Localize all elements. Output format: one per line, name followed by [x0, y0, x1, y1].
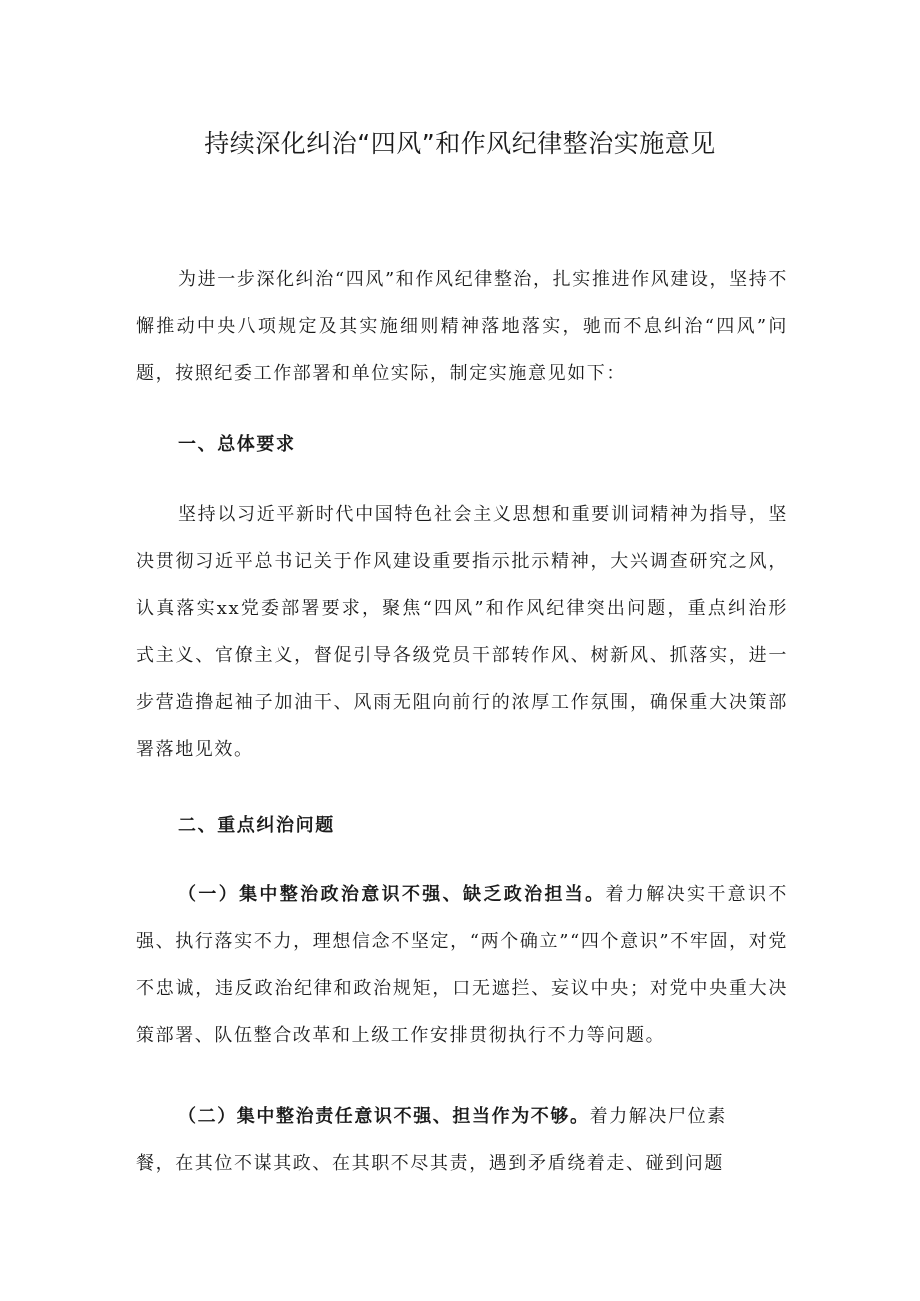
- section-heading-general-requirements: 一、总体要求: [178, 434, 296, 455]
- key-issue-item-1: [136, 871, 788, 1059]
- key-issue-item-2: [136, 1093, 796, 1187]
- intro-paragraph: 为进一步深化纠治“四风”和作风纪律整治，扎实推进作风建设，坚持不懈推动中央八项规定及其实施细则精神落地落实，驰而不息纠治“四风”问题，按照纪委工作部署和单位实际，制定实施意见如下：: [136, 269, 788, 384]
- section-heading-key-issues: 二、重点纠治问题: [178, 815, 335, 836]
- key-issue-item-2-line1: 着力解决尸位素: [589, 1106, 727, 1127]
- key-issue-item-2-lead: （二）集中整治责任意识不强、担当作为不够。: [178, 1106, 590, 1127]
- document-title: 持续深化纠治“四风”和作风纪律整治实施意见: [204, 129, 716, 158]
- key-issue-item-1-text: 着力解决实干意识不强、执行落实不力，理想信念不坚定，“两个确立”“四个意识”不牢固，对党不忠诚，违反政治纪律和政治规矩，口无遮拦、妄议中央；对党中央重大决策部署、队伍整合改革和上级工作安排贯彻执行不力等问题。: [136, 884, 788, 1046]
- key-issue-item-2-line2: 餐，在其位不谋其政、在其职不尽其责，遇到矛盾绕着走、碰到问题: [136, 1153, 724, 1174]
- general-requirements-paragraph: 坚持以习近平新时代中国特色社会主义思想和重要训词精神为指导，坚决贯彻习近平总书记关于作风建设重要指示批示精神，大兴调查研究之风，认真落实xx党委部署要求，聚焦“四风”和作风纪律突出问题，重点纠治形式主义、官僚主义，督促引导各级党员干部转作风、树新风、抓落实，进一步营造撸起袖子加油干、风雨无阻向前行的浓厚工作氛围，确保重大决策部署落地见效。: [136, 504, 788, 760]
- key-issue-item-1-lead: （一）集中整治政治意识不强、缺乏政治担当。: [178, 884, 606, 905]
